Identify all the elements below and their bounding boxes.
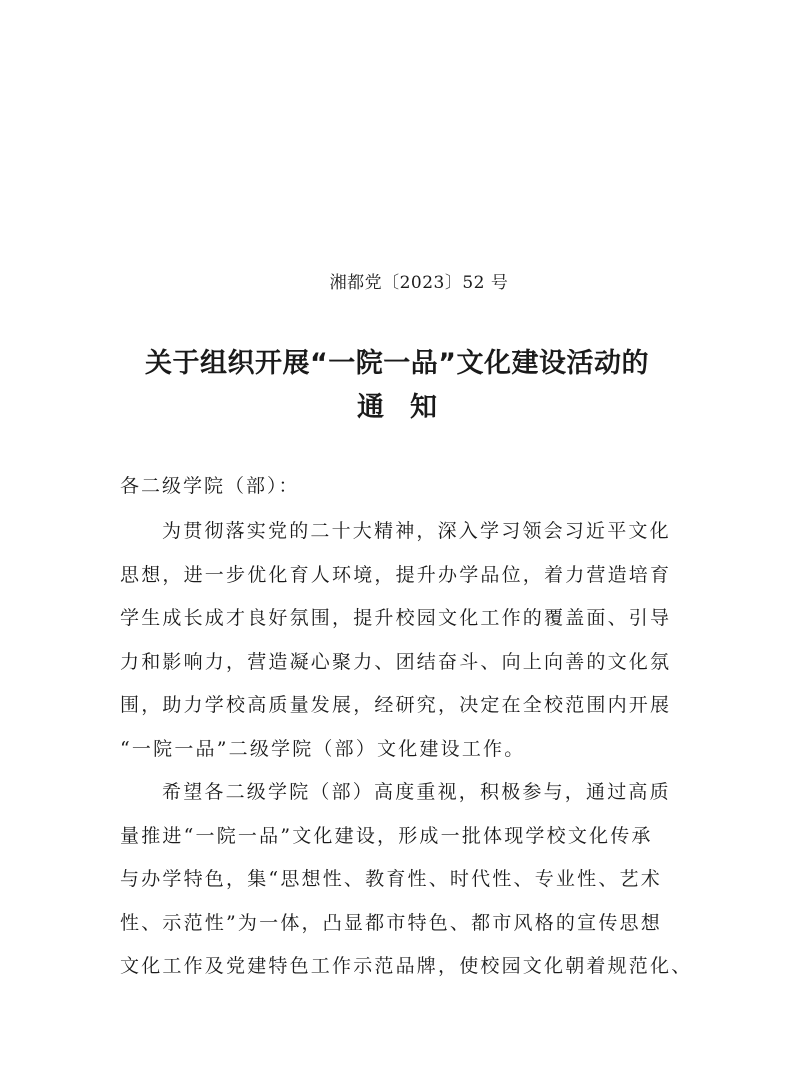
paragraph-line: 量推进“一院一品”文化建设，形成一批体现学校文化传承 <box>120 824 653 847</box>
salutation: 各二级学院（部）： <box>120 475 300 497</box>
paragraph-line: 为贯彻落实党的二十大精神，深入学习领会习近平文化 <box>162 520 671 542</box>
paragraph-2 <box>120 771 693 989</box>
paragraph-line: 力和影响力，营造凝心聚力、团结奋斗、向上向善的文化氛 <box>120 650 672 673</box>
paragraph-1 <box>120 510 680 771</box>
paragraph-line: 思想，进一步优化育人环境，提升办学品位，着力营造培育 <box>120 563 672 586</box>
document-title <box>90 342 704 430</box>
paragraph-line: “一院一品”二级学院（部）文化建设工作。 <box>120 737 526 760</box>
paragraph-line: 希望各二级学院（部）高度重视，积极参与，通过高质 <box>162 781 671 803</box>
paragraph-line: 性、示范性”为一体，凸显都市特色、都市风格的宣传思想 <box>120 911 662 934</box>
paragraph-line: 学生成长成才良好氛围，提升校园文化工作的覆盖面、引导 <box>120 607 672 629</box>
document-number: 湘都党〔2023〕52 号 <box>329 273 509 293</box>
paragraph-line: 围，助力学校高质量发展，经研究，决定在全校范围内开展 <box>120 694 672 716</box>
title-line-2: 通知 <box>357 392 463 423</box>
title-line-1: 关于组织开展“一院一品”文化建设活动的 <box>145 348 649 379</box>
document-body <box>120 510 693 989</box>
paragraph-line: 文化工作及党建特色工作示范品牌，使校园文化朝着规范化、 <box>120 955 693 977</box>
paragraph-line: 与办学特色，集“思想性、教育性、时代性、专业性、艺术 <box>120 868 662 890</box>
